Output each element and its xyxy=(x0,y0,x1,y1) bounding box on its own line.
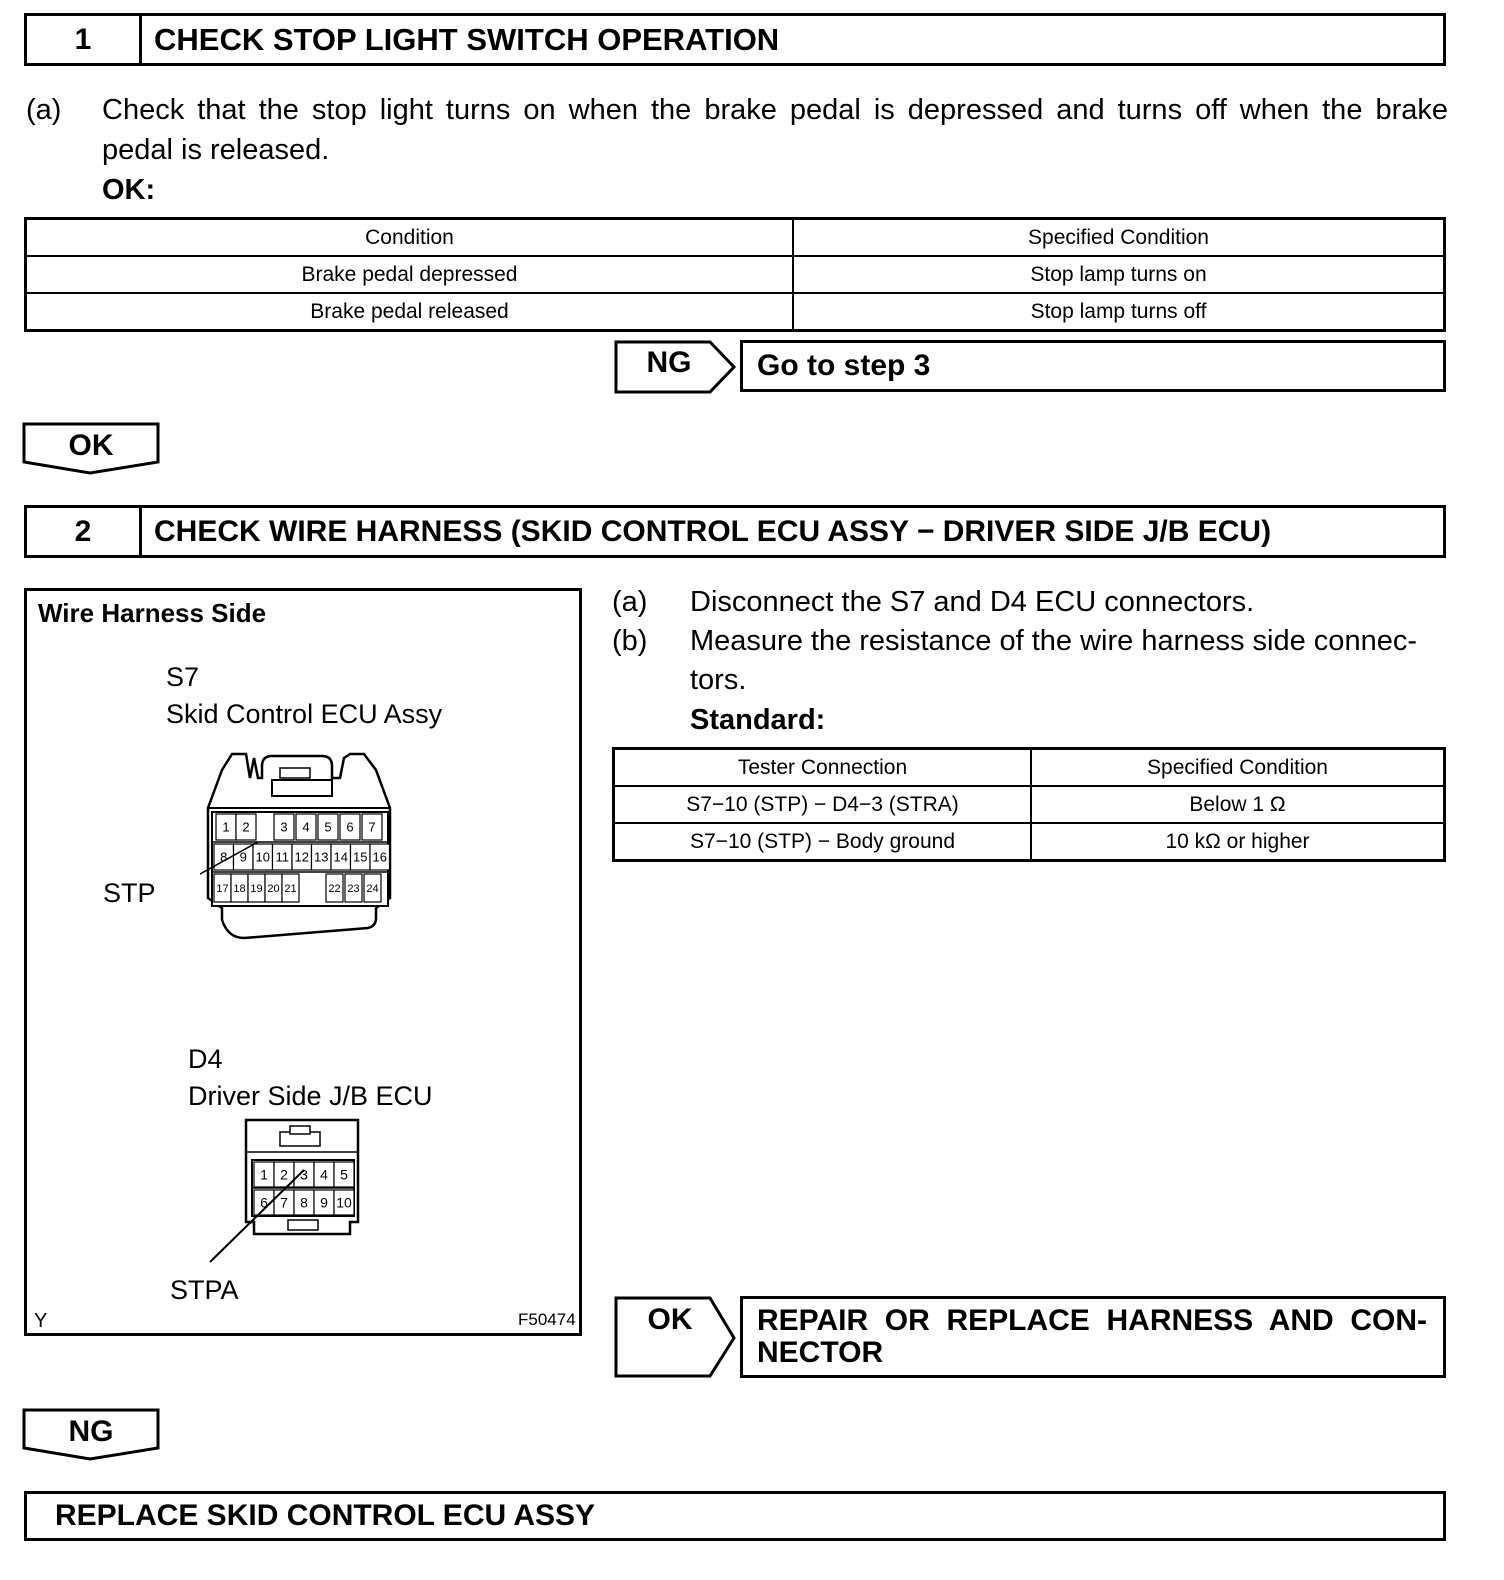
d4-name: Driver Side J/B ECU xyxy=(188,1081,433,1111)
table-cell: 10 kΩ or higher xyxy=(1031,823,1445,861)
pin-number: 8 xyxy=(300,1194,308,1211)
pin-number: 24 xyxy=(366,882,379,895)
pin-number: 16 xyxy=(372,849,387,865)
pin-number: 13 xyxy=(314,849,329,865)
step2-ng-label: NG xyxy=(68,1415,114,1448)
step2-item-b-label: (b) xyxy=(612,625,648,657)
d4-code: D4 xyxy=(188,1044,223,1074)
pin-number: 7 xyxy=(368,819,376,835)
s7-name: Skid Control ECU Assy xyxy=(166,699,443,729)
step2-spec-table xyxy=(612,747,1446,862)
table-row xyxy=(614,823,1445,861)
pin-number: 15 xyxy=(353,849,368,865)
table-header-cell: Condition xyxy=(26,219,794,257)
table-row xyxy=(614,786,1445,823)
pin-number: 10 xyxy=(255,849,270,865)
table-header-cell: Specified Condition xyxy=(793,219,1445,257)
final-action xyxy=(24,1491,1446,1541)
step1-header xyxy=(24,13,1446,66)
pin-number: 18 xyxy=(233,882,246,895)
stpa-leader-line xyxy=(200,1160,320,1270)
pin-number: 22 xyxy=(328,882,341,895)
step2-ok-label: OK xyxy=(647,1303,693,1336)
table-cell: Brake pedal depressed xyxy=(26,256,794,293)
pin-number: 8 xyxy=(220,849,228,865)
step2-ok-action xyxy=(740,1296,1446,1378)
step1-ng-label: NG xyxy=(646,346,692,379)
pin-number: 11 xyxy=(275,849,289,865)
pin-number: 20 xyxy=(267,882,280,895)
pin-number: 3 xyxy=(300,1166,308,1183)
pin-number: 2 xyxy=(242,819,250,835)
pin-number: 6 xyxy=(260,1194,268,1211)
stp-label: STP xyxy=(103,878,156,908)
table-header-cell: Specified Condition xyxy=(1031,749,1445,787)
figure-title: Wire Harness Side xyxy=(38,598,267,628)
pin-number: 23 xyxy=(347,882,360,895)
step2-header xyxy=(24,505,1446,558)
pin-number: 2 xyxy=(280,1166,288,1183)
table-cell: Brake pedal released xyxy=(26,293,794,331)
step2-item-a-label: (a) xyxy=(612,586,648,618)
table-cell: S7−10 (STP) − Body ground xyxy=(614,823,1032,861)
step1-ok-heading: OK: xyxy=(102,174,156,206)
pin-number: 6 xyxy=(346,819,354,835)
table-cell: S7−10 (STP) − D4−3 (STRA) xyxy=(614,786,1032,823)
pin-number: 4 xyxy=(320,1166,328,1183)
step2-item-b-line2: tors. xyxy=(690,664,747,696)
pin-number: 4 xyxy=(302,819,310,835)
pin-number: 9 xyxy=(320,1194,328,1211)
pin-number: 3 xyxy=(280,819,288,835)
pin-number: 12 xyxy=(294,849,309,865)
table-cell: Below 1 Ω xyxy=(1031,786,1445,823)
step1-item-a-line2: pedal is released. xyxy=(102,134,330,166)
table-header-row xyxy=(614,749,1445,787)
pin-number: 19 xyxy=(250,882,263,895)
figure-id: F50474 xyxy=(518,1310,576,1329)
step1-spec-table xyxy=(24,217,1446,332)
step2-item-b-line1: Measure the resistance of the wire harness side connec- xyxy=(690,625,1417,657)
pin-number: 1 xyxy=(222,819,230,835)
step1-item-a-line1: Check that the stop light turns on when the brake pedal is depressed and turns off when the brake xyxy=(102,94,1448,126)
s7-code: S7 xyxy=(166,662,200,692)
step1-title: CHECK STOP LIGHT SWITCH OPERATION xyxy=(154,21,780,57)
pin-number: 5 xyxy=(340,1166,348,1183)
pin-number: 21 xyxy=(284,882,297,895)
pin-number: 7 xyxy=(280,1194,288,1211)
step2-standard-heading: Standard: xyxy=(690,704,826,736)
step1-item-a-label: (a) xyxy=(26,94,62,126)
pin-number: 9 xyxy=(239,849,247,865)
pin-number: 1 xyxy=(260,1166,268,1183)
stpa-label: STPA xyxy=(170,1275,239,1305)
pin-number: 17 xyxy=(216,882,229,895)
step2-number: 2 xyxy=(27,508,142,555)
pin-number: 5 xyxy=(324,819,332,835)
pin-number: 10 xyxy=(336,1194,352,1211)
final-action-text: REPLACE SKID CONTROL ECU ASSY xyxy=(55,1499,596,1532)
step2-item-a: Disconnect the S7 and D4 ECU connectors. xyxy=(690,586,1255,618)
step1-ng-action xyxy=(740,340,1446,392)
step1-ng-action-text: Go to step 3 xyxy=(757,349,931,382)
step2-ok-action-line1: REPAIR OR REPLACE HARNESS AND CON- xyxy=(757,1304,1428,1337)
step1-number: 1 xyxy=(27,16,142,63)
table-row xyxy=(26,293,1445,331)
step2-title: CHECK WIRE HARNESS (SKID CONTROL ECU ASSY − DRIVER SIDE J/B ECU) xyxy=(154,514,1272,548)
table-header-cell: Tester Connection xyxy=(614,749,1032,787)
step1-ok-label: OK xyxy=(68,429,114,462)
step2-ok-action-line2: NECTOR xyxy=(757,1336,884,1369)
table-cell: Stop lamp turns off xyxy=(793,293,1445,331)
pin-number: 14 xyxy=(333,849,348,865)
figure-corner-left: Y xyxy=(34,1310,48,1332)
s7-connector-icon xyxy=(200,748,400,944)
table-header-row xyxy=(26,219,1445,257)
table-cell: Stop lamp turns on xyxy=(793,256,1445,293)
table-row xyxy=(26,256,1445,293)
